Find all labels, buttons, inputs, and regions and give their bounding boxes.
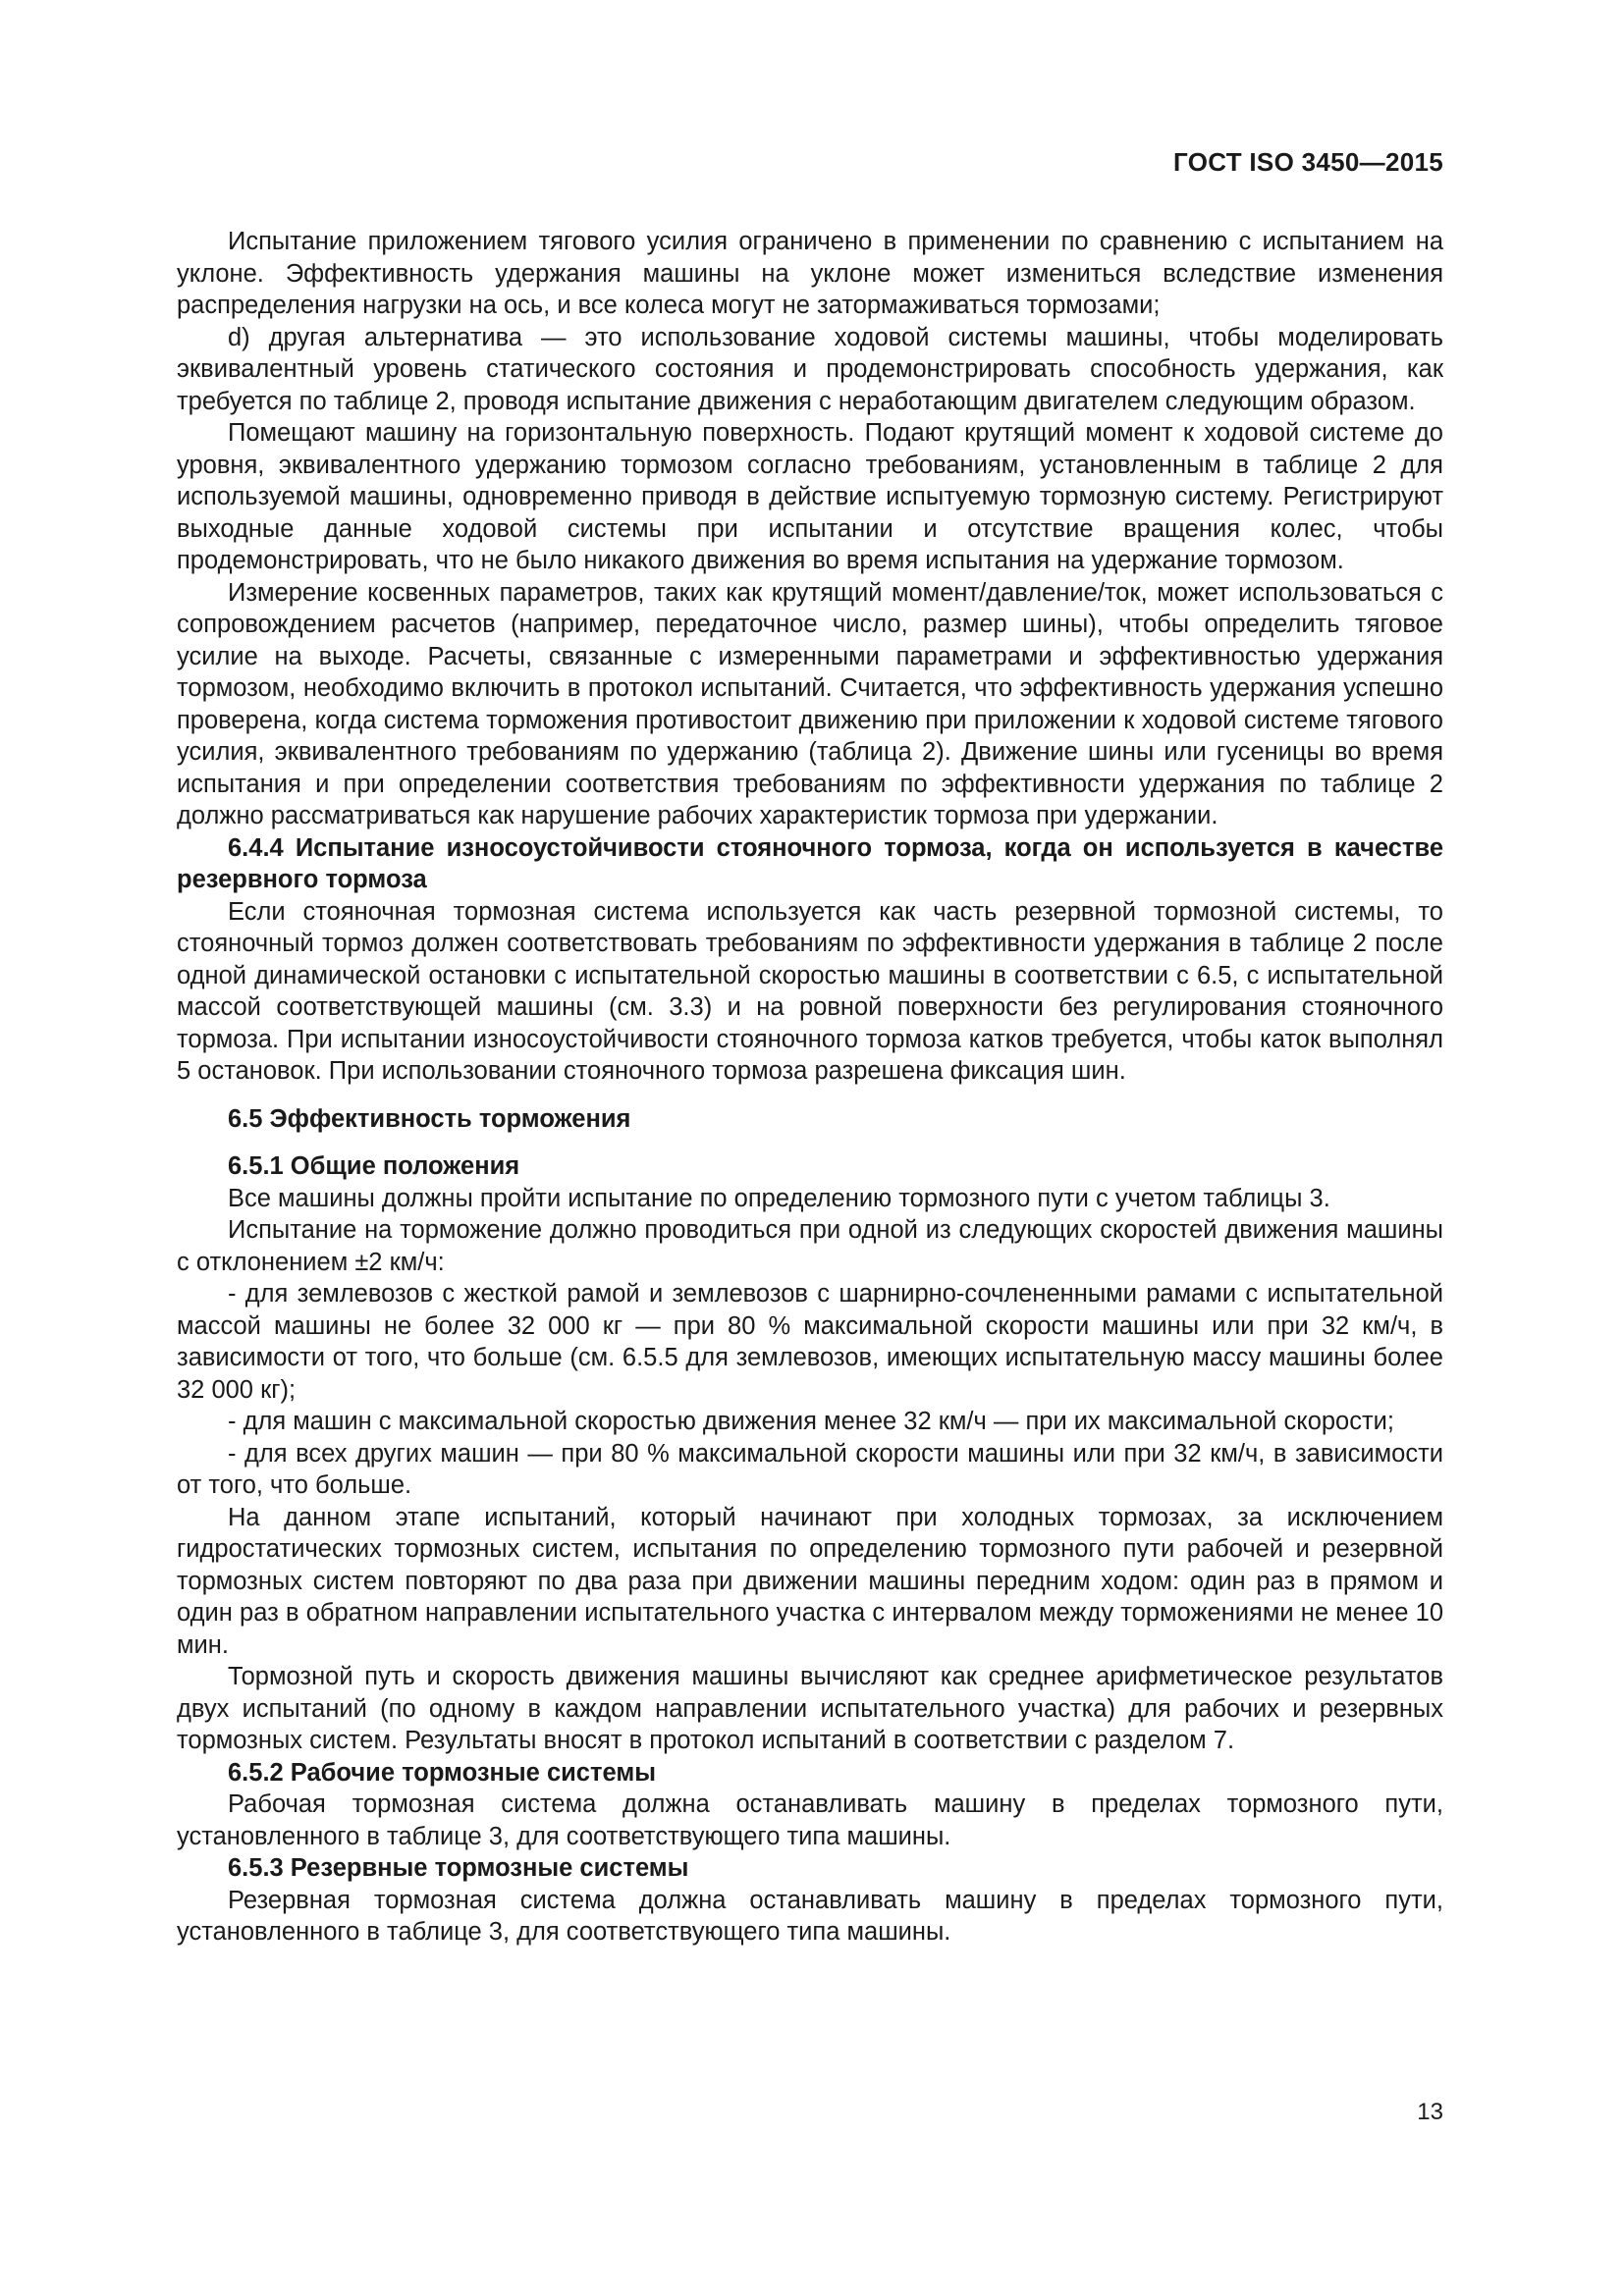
paragraph: Тормозной путь и скорость движения машины вычисляют как среднее арифметическое результатов двух испытаний (по одному в каждом направлении испытательного участка) для рабочих и резервных тормозных систем. Результаты вносят в протокол испытаний в соответствии с разделом 7. xyxy=(177,1663,1443,1754)
list-item: - для машин с максимальной скоростью движения менее 32 км/ч — при их максимальной скорости; xyxy=(228,1408,1394,1435)
paragraph: Испытание на торможение должно проводиться при одной из следующих скоростей движения машины с отклонением ±2 км/ч: xyxy=(177,1216,1443,1276)
section-heading-6-4-4: 6.4.4 Испытание износоустойчивости стояночного тормоза, когда он используется в качестве резервного тормоза xyxy=(177,833,1443,893)
standard-header: ГОСТ ISO 3450—2015 xyxy=(1173,147,1443,177)
section-heading-6-5: 6.5 Эффективность торможения xyxy=(228,1104,631,1133)
list-item: - для землевозов с жесткой рамой и землевозов с шарнирно-сочлененными рамами с испытательной массой машины не более 32 000 кг — при 80 % максимальной скорости машины или при 32 км/ч, в зависимости от того, что больше (см. 6.5.5 для землевозов, имеющих испытательную массу машины более 32 000 кг); xyxy=(177,1280,1443,1404)
paragraph: Все машины должны пройти испытание по определению тормозного пути с учетом таблицы 3. xyxy=(228,1184,1330,1212)
paragraph: Испытание приложением тягового усилия ограничено в применении по сравнению с испытанием на уклоне. Эффективность удержания машины на уклоне может измениться вследствие изменения распределения нагрузки на ось, и все колеса могут не затормаживаться тормозами; xyxy=(177,228,1443,319)
paragraph: Резервная тормозная система должна останавливать машину в пределах тормозного пути, установленного в таблице 3, для соответствующего типа машины. xyxy=(177,1886,1443,1946)
section-heading-6-5-2: 6.5.2 Рабочие тормозные системы xyxy=(228,1758,656,1787)
paragraph: Помещают машину на горизонтальную поверхность. Подают крутящий момент к ходовой системе до уровня, эквивалентного удержанию тормозом согласно требованиям, установленным в таблице 2 для используемой машины, одновременно приводя в действие испытуемую тормозную систему. Регистрируют выходные данные ходовой системы при испытании и отсутствие вращения колес, чтобы продемонстрировать, что не было никакого движения во время испытания на удержание тормозом. xyxy=(177,419,1443,574)
page-number: 13 xyxy=(1417,2099,1443,2125)
paragraph: На данном этапе испытаний, который начинают при холодных тормозах, за исключением гидростатических тормозных систем, испытания по определению тормозного пути рабочей и резервной тормозных систем повторяют по два раза при движении машины передним ходом: один раз в прямом и один раз в обратном направлении испытательного участка с интервалом между торможениями не менее 10 мин. xyxy=(177,1503,1443,1659)
list-item-d: d) другая альтернатива — это использование ходовой системы машины, чтобы моделировать эквивалентный уровень статического состояния и продемонстрировать способность удержания, как требуется по таблице 2, проводя испытание движения с неработающим двигателем следующим образом. xyxy=(177,323,1443,415)
list-item: - для всех других машин — при 80 % максимальной скорости машины или при 32 км/ч, в зависимости от того, что больше. xyxy=(177,1439,1443,1499)
paragraph: Измерение косвенных параметров, таких как крутящий момент/давление/ток, может использоваться с сопровождением расчетов (например, передаточное число, размер шины), чтобы определить тяговое усилие на выходе. Расчеты, связанные с измеренными параметрами и эффективностью удержания тормозом, необходимо включить в протокол испытаний. Считается, что эффективность удержания успешно проверена, когда система торможения противостоит движению при приложении к ходовой системе тягового усилия, эквивалентного требованиям по удержанию (таблица 2). Движение шины или гусеницы во время испытания и при определении соответствия требованиям по эффективности удержания по таблице 2 должно рассматриваться как нарушение рабочих характеристик тормоза при удержании. xyxy=(177,578,1443,829)
paragraph: Если стояночная тормозная система используется как часть резервной тормозной системы, то стояночный тормоз должен соответствовать требованиям по эффективности удержания в таблице 2 после одной динамической остановки с испытательной скоростью машины в соответствии с 6.5, с испытательной массой соответствующей машины (см. 3.3) и на ровной поверхности без регулирования стояночного тормоза. При испытании износоустойчивости стояночного тормоза катков требуется, чтобы каток выполнял 5 остановок. При использовании стояночного тормоза разрешена фиксация шин. xyxy=(177,897,1443,1085)
paragraph: Рабочая тормозная система должна останавливать машину в пределах тормозного пути, установленного в таблице 3, для соответствующего типа машины. xyxy=(177,1790,1443,1850)
section-heading-6-5-3: 6.5.3 Резервные тормозные системы xyxy=(228,1854,689,1882)
document-body xyxy=(177,226,1443,1949)
section-heading-6-5-1: 6.5.1 Общие положения xyxy=(228,1152,520,1180)
